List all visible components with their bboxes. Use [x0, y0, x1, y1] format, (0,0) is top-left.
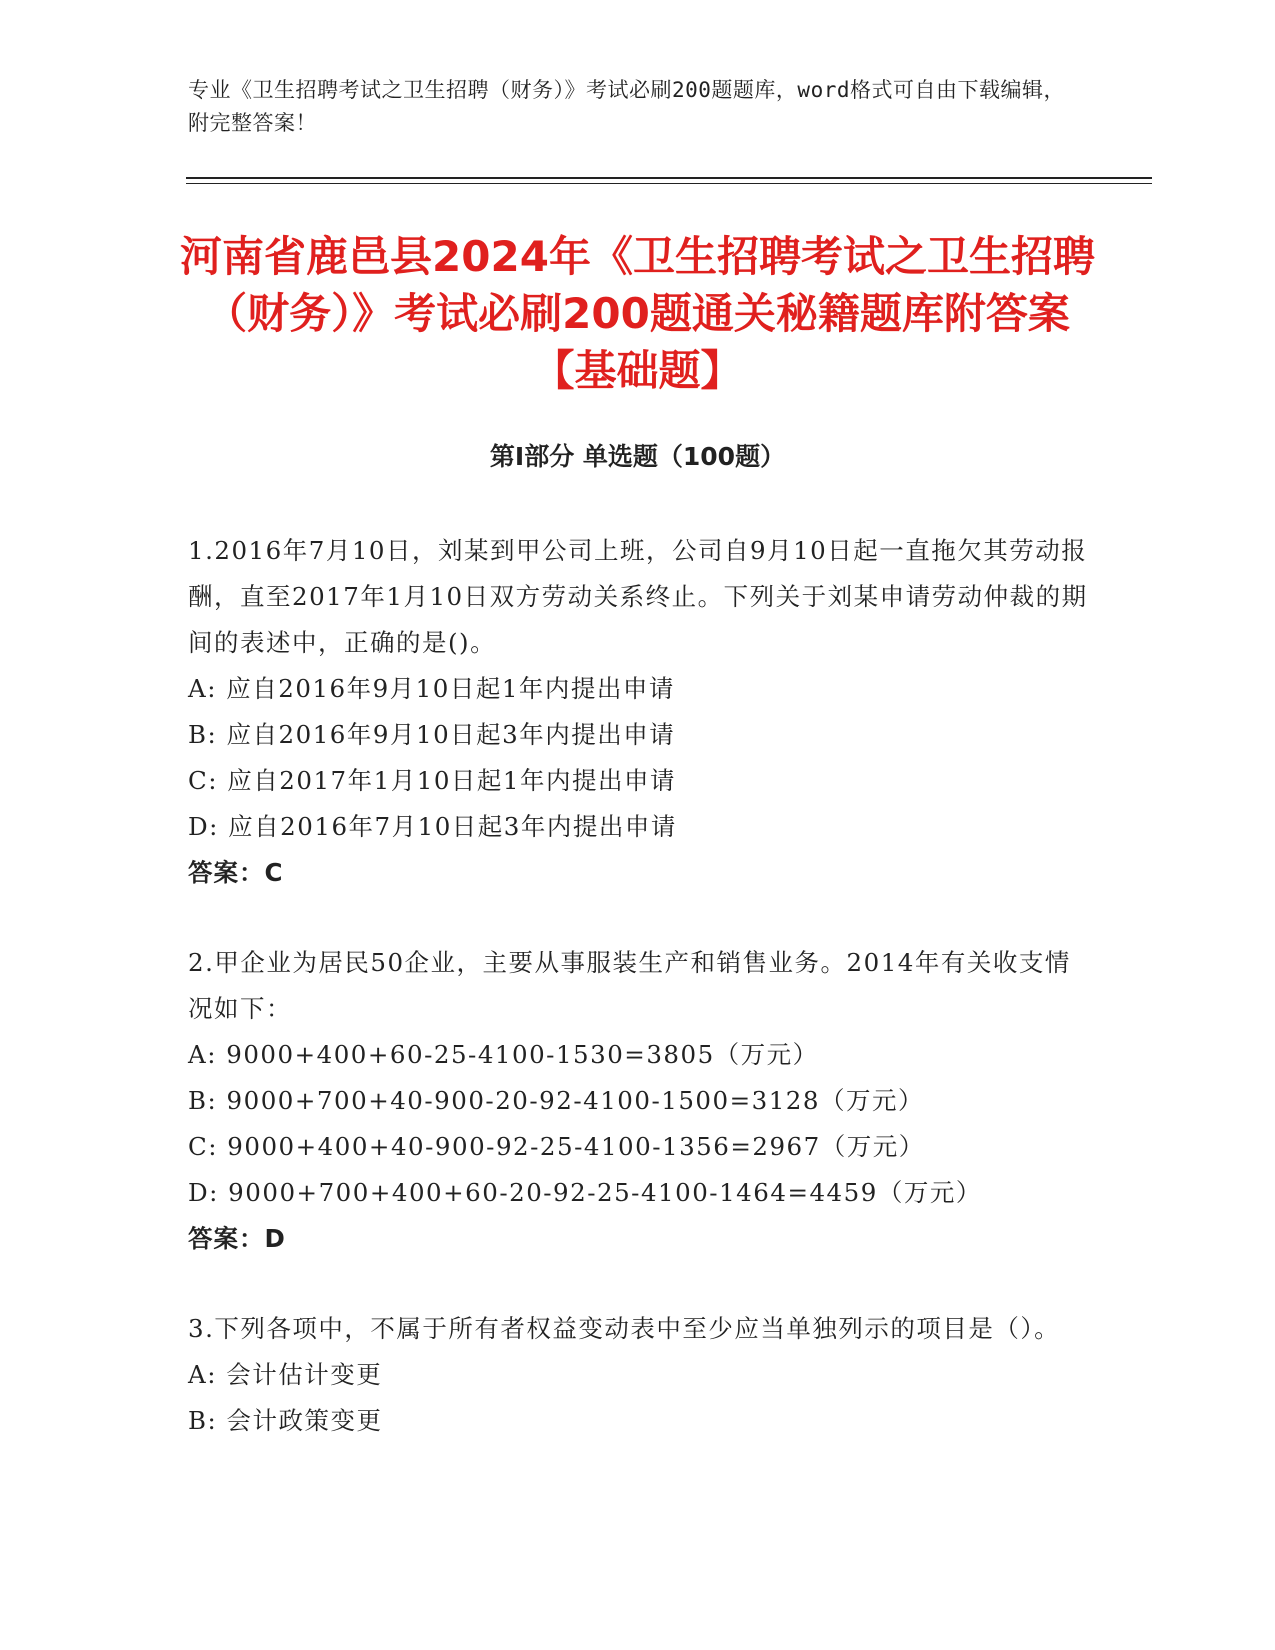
- option-c: C: 9000+400+40-900-92-25-4100-1356=2967（万元）: [188, 1132, 925, 1161]
- option-a: A: 会计估计变更: [188, 1360, 383, 1389]
- header-note: 专业《卫生招聘考试之卫生招聘（财务）》考试必刷200题题库，word格式可自由下载编辑，附完整答案！: [188, 78, 1065, 135]
- header-rule-thick: [186, 177, 1152, 179]
- option-b: B: 会计政策变更: [188, 1406, 383, 1435]
- answer: 答案：D: [188, 1224, 286, 1253]
- question-stem: 3.下列各项中，不属于所有者权益变动表中至少应当单独列示的项目是（）。: [188, 1314, 1061, 1343]
- option-a: A: 9000+400+60-25-4100-1530=3805（万元）: [188, 1040, 819, 1069]
- question-1: [188, 528, 1088, 896]
- option-a: A: 应自2016年9月10日起1年内提出申请: [188, 674, 675, 703]
- question-2: [188, 940, 1088, 1262]
- question-stem: 2.甲企业为居民50企业，主要从事服装生产和销售业务。2014年有关收支情况如下：: [188, 948, 1071, 1023]
- question-3: [188, 1306, 1088, 1444]
- option-b: B: 9000+700+40-900-20-92-4100-1500=3128（万元）: [188, 1086, 924, 1115]
- option-c: C: 应自2017年1月10日起1年内提出申请: [188, 766, 676, 795]
- section-heading: 第Ⅰ部分 单选题（100题）: [489, 442, 786, 471]
- question-stem: 1.2016年7月10日，刘某到甲公司上班，公司自9月10日起一直拖欠其劳动报酬，直至2017年1月10日双方劳动关系终止。下列关于刘某申请劳动仲裁的期间的表述中，正确的是()。: [188, 536, 1088, 657]
- answer: 答案：C: [188, 858, 284, 887]
- option-b: B: 应自2016年9月10日起3年内提出申请: [188, 720, 676, 749]
- option-d: D: 应自2016年7月10日起3年内提出申请: [188, 812, 677, 841]
- option-d: D: 9000+700+400+60-20-92-25-4100-1464=4459（万元）: [188, 1178, 982, 1207]
- document-title: 河南省鹿邑县2024年《卫生招聘考试之卫生招聘（财务）》考试必刷200题通关秘籍题库附答案【基础题】: [180, 232, 1095, 395]
- header-rule-thin: [186, 183, 1152, 184]
- question-list: [188, 528, 1088, 1488]
